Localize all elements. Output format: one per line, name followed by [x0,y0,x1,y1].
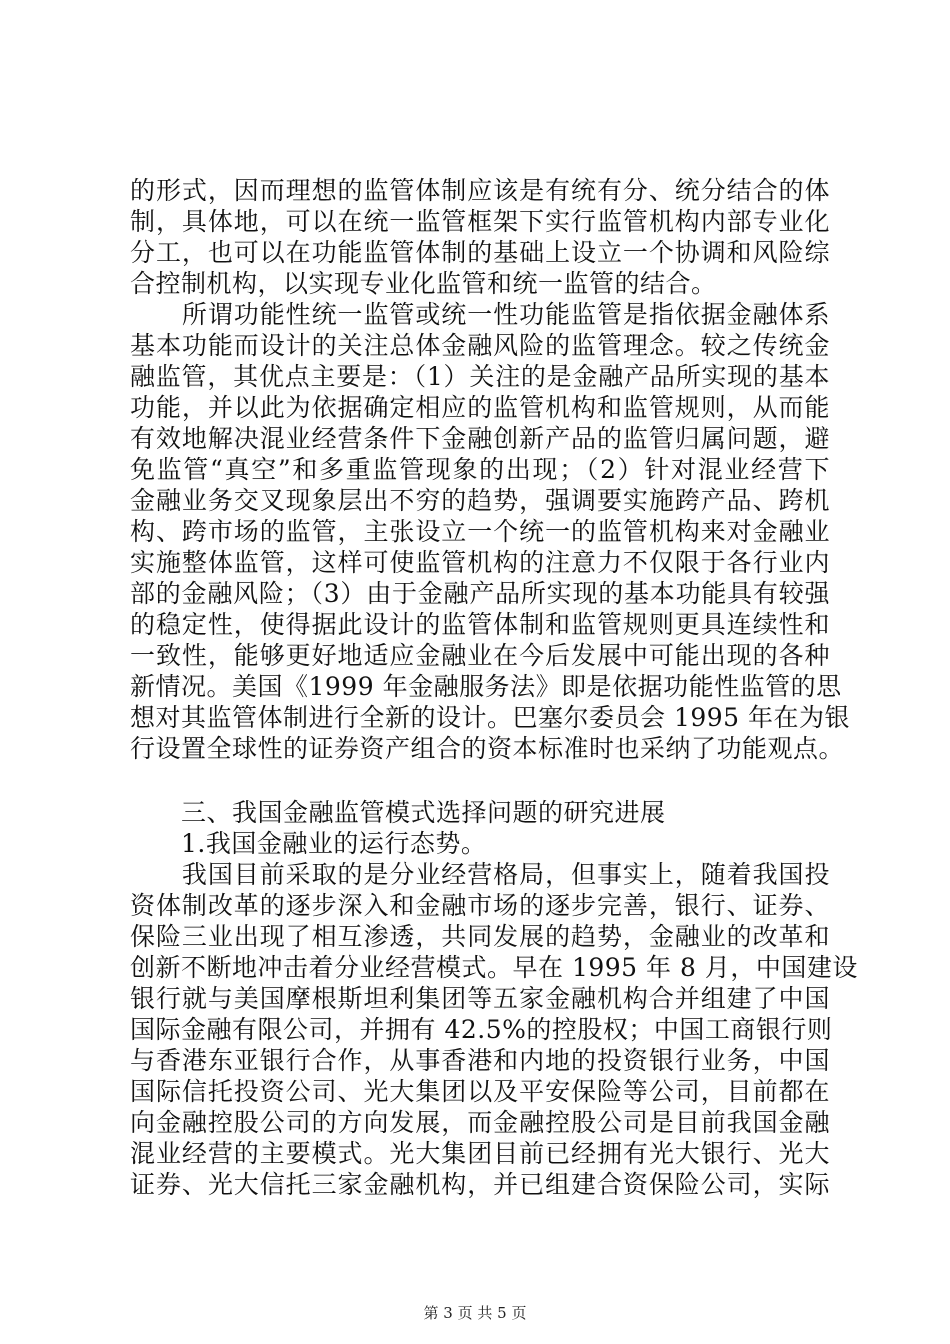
text-line: 所谓功能性统一监管或统一性功能监管是指依据金融体系 [130,300,830,329]
text-line: 金融业务交叉现象层出不穷的趋势，强调要实施跨产品、跨机 [130,486,830,515]
text-line: 有效地解决混业经营条件下金融创新产品的监管归属问题，避 [130,424,830,453]
text-line: 功能，并以此为依据确定相应的监管机构和监管规则，从而能 [130,393,830,422]
text-line: 保险三业出现了相互渗透，共同发展的趋势，金融业的改革和 [130,922,830,951]
text-line: 一致性，能够更好地适应金融业在今后发展中可能出现的各种 [130,641,830,670]
text-line: 免监管“真空”和多重监管现象的出现；（2）针对混业经营下 [130,455,830,484]
text-line: 国际金融有限公司，并拥有 42.5%的控股权；中国工商银行则 [130,1015,833,1044]
text-line: 想对其监管体制进行全新的设计。巴塞尔委员会 1995 年在为银 [130,703,851,732]
text-line: 分工，也可以在功能监管体制的基础上设立一个协调和风险综 [130,238,830,267]
text-line: 证券、光大信托三家金融机构，并已组建合资保险公司，实际 [130,1170,830,1199]
text-line: 部的金融风险；（3）由于金融产品所实现的基本功能具有较强 [130,579,830,608]
text-line: 融监管，其优点主要是：（1）关注的是金融产品所实现的基本 [130,362,830,391]
text-line: 实施整体监管，这样可使监管机构的注意力不仅限于各行业内 [130,548,830,577]
text-line: 向金融控股公司的方向发展，而金融控股公司是目前我国金融 [130,1108,830,1137]
text-line: 制，具体地，可以在统一监管框架下实行监管机构内部专业化 [130,207,830,236]
subsection-heading: 1.我国金融业的运行态势。 [130,829,487,858]
text-line: 与香港东亚银行合作，从事香港和内地的投资银行业务，中国 [130,1046,830,1075]
section-heading: 三、我国金融监管模式选择问题的研究进展 [130,798,666,827]
text-line: 银行就与美国摩根斯坦利集团等五家金融机构合并组建了中国 [130,984,830,1013]
text-line: 我国目前采取的是分业经营格局，但事实上，随着我国投 [130,860,830,889]
text-line: 合控制机构，以实现专业化监管和统一监管的结合。 [130,269,717,298]
text-line: 构、跨市场的监管，主张设立一个统一的监管机构来对金融业 [130,517,830,546]
text-line: 的形式，因而理想的监管体制应该是有统有分、统分结合的体 [130,176,830,205]
text-line: 新情况。美国《1999 年金融服务法》即是依据功能性监管的思 [130,672,842,701]
text-line: 基本功能而设计的关注总体金融风险的监管理念。较之传统金 [130,331,830,360]
text-line: 的稳定性，使得据此设计的监管体制和监管规则更具连续性和 [130,610,830,639]
text-line: 创新不断地冲击着分业经营模式。早在 1995 年 8 月，中国建设 [130,953,858,982]
text-line: 资体制改革的逐步深入和金融市场的逐步完善，银行、证券、 [130,891,830,920]
text-line: 行设置全球性的证券资产组合的资本标准时也采纳了功能观点。 [130,734,845,763]
text-line: 混业经营的主要模式。光大集团目前已经拥有光大银行、光大 [130,1139,830,1168]
text-line: 国际信托投资公司、光大集团以及平安保险等公司，目前都在 [130,1077,830,1106]
page-number-footer: 第 3 页 共 5 页 [423,1304,527,1322]
